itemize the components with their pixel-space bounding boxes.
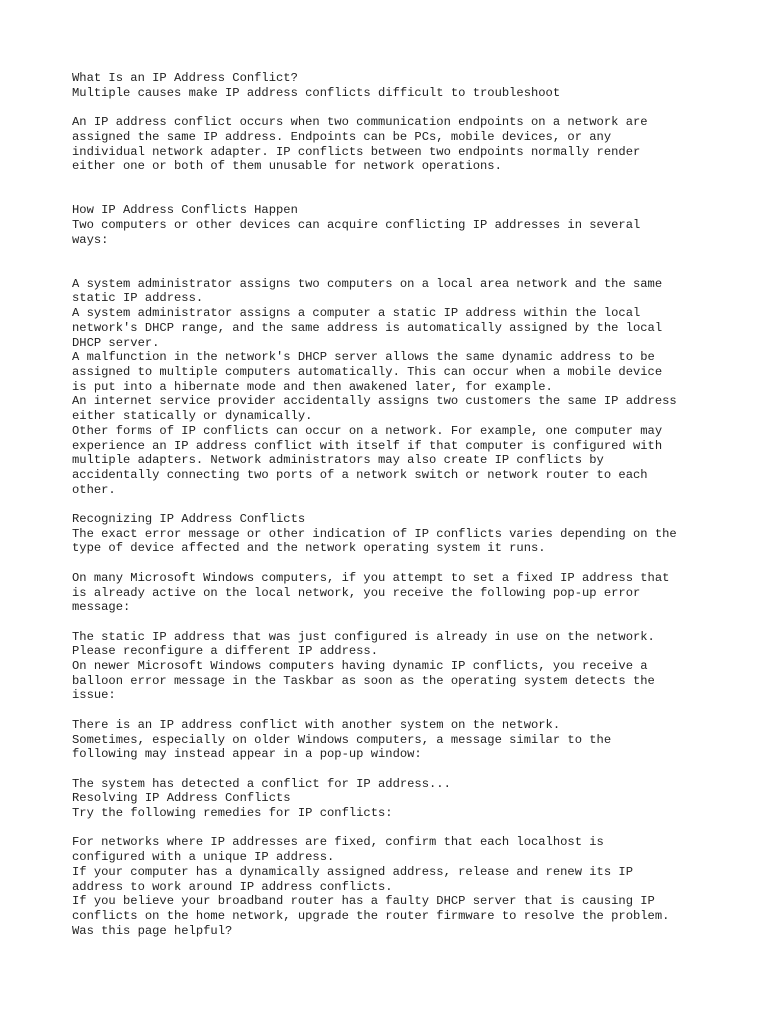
doc-line: There is an IP address conflict with another system on the network. [72,717,561,732]
doc-line: An IP address conflict occurs when two communication endpoints on a network are [72,115,648,130]
doc-line: Please reconfigure a different IP address. [72,644,378,659]
doc-line: issue: [72,688,116,703]
doc-line: Resolving IP Address Conflicts [72,791,291,806]
doc-line: If your computer has a dynamically assigned address, release and renew its IP [72,864,633,879]
doc-line: either one or both of them unusable for network operations. [72,159,502,174]
doc-line: The system has detected a conflict for IP address... [72,776,451,791]
doc-line: ways: [72,232,109,247]
doc-line: A malfunction in the network's DHCP server allows the same dynamic address to be [72,350,655,365]
doc-line: On newer Microsoft Windows computers having dynamic IP conflicts, you receive a [72,659,648,673]
doc-line: Recognizing IP Address Conflicts [72,512,306,526]
blank-line [72,174,712,189]
doc-line: conflicts on the home network, upgrade the router firmware to resolve the problem. [72,908,670,923]
doc-line: How IP Address Conflicts Happen [72,203,298,218]
blank-line [72,703,712,718]
doc-line: configured with a unique IP address. [72,850,335,865]
doc-line: other. [72,482,116,497]
blank-line [72,615,712,630]
doc-line: Multiple causes make IP address conflicts difficult to troubleshoot [72,85,561,100]
doc-line: accidentally connecting two ports of a network switch or network router to each [72,467,648,482]
doc-line: message: [72,600,131,615]
doc-line: Sometimes, especially on older Windows computers, a message similar to the [72,732,612,747]
doc-line: Try the following remedies for IP conflicts: [72,806,393,820]
blank-line [72,247,712,262]
doc-line: The exact error message or other indication of IP conflicts varies depending on the [72,526,677,541]
doc-line: Two computers or other devices can acquire conflicting IP addresses in several [72,217,641,232]
blank-line [72,556,712,571]
doc-line: either statically or dynamically. [72,409,313,424]
doc-line: address to work around IP address conflicts. [72,879,393,894]
doc-line: The static IP address that was just configured is already in use on the network. [72,629,655,644]
doc-line: If you believe your broadband router has a faulty DHCP server that is causing IP [72,894,655,909]
doc-line: What Is an IP Address Conflict? [72,71,298,85]
doc-line: static IP address. [72,291,204,306]
doc-line: An internet service provider accidentally assigns two customers the same IP address [72,394,677,409]
doc-line: A system administrator assigns a computer a static IP address within the local [72,306,641,321]
blank-line [72,497,712,512]
doc-line: On many Microsoft Windows computers, if you attempt to set a fixed IP address that [72,570,670,585]
blank-line [72,262,712,277]
doc-line: For networks where IP addresses are fixed, confirm that each localhost is [72,835,604,850]
doc-line: is already active on the local network, you receive the following pop-up error [72,585,641,600]
blank-line [72,762,712,777]
blank-line [72,100,712,115]
doc-line: DHCP server. [72,335,160,350]
doc-line: balloon error message in the Taskbar as soon as the operating system detects the [72,673,655,688]
doc-line: is put into a hibernate mode and then awakened later, for example. [72,379,553,394]
doc-line: individual network adapter. IP conflicts between two endpoints normally render [72,144,641,159]
doc-line: network's DHCP range, and the same address is automatically assigned by the local [72,320,663,335]
doc-line: multiple adapters. Network administrators may also create IP conflicts by [72,453,604,468]
blank-line [72,821,712,836]
doc-line: type of device affected and the network operating system it runs. [72,541,546,556]
doc-line: experience an IP address conflict with itself if that computer is configured with [72,438,663,453]
doc-line: A system administrator assigns two computers on a local area network and the same [72,276,663,291]
doc-line: assigned the same IP address. Endpoints can be PCs, mobile devices, or any [72,129,612,144]
doc-line: Was this page helpful? [72,923,233,938]
doc-line: assigned to multiple computers automatically. This can occur when a mobile device [72,364,663,379]
blank-line [72,189,712,204]
doc-line: following may instead appear in a pop-up window: [72,747,422,762]
doc-line: Other forms of IP conflicts can occur on a network. For example, one computer may [72,423,663,438]
document-page [72,71,712,938]
